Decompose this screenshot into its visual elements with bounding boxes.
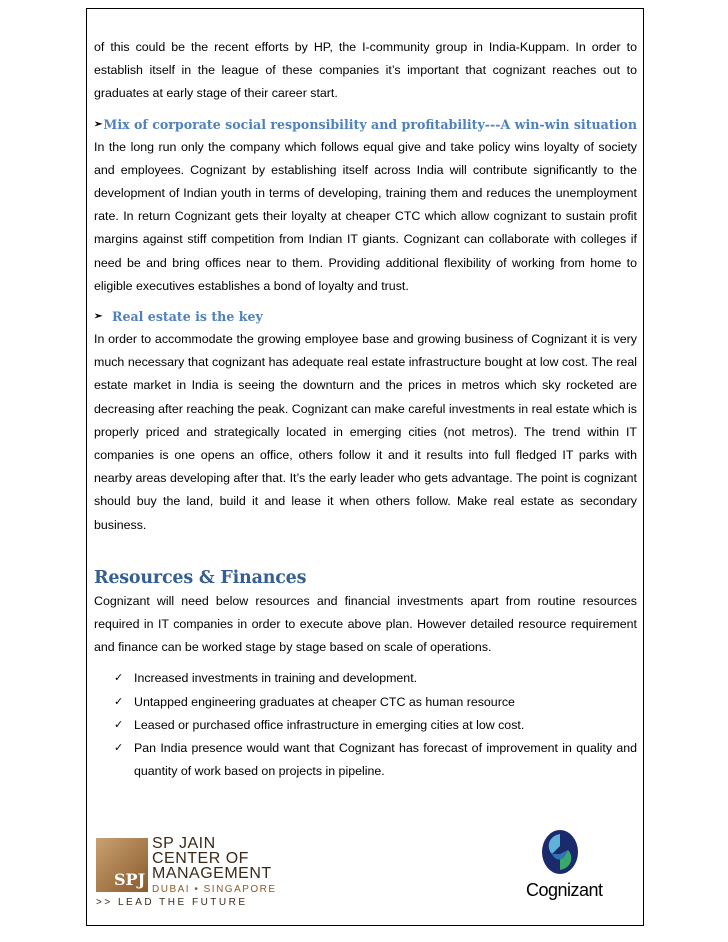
sp-jain-emblem-text: SPJ bbox=[114, 870, 146, 889]
sp-jain-name: SP JAIN bbox=[152, 835, 216, 852]
arrow-bullet-icon: ➢ bbox=[94, 118, 103, 130]
sp-jain-logo bbox=[94, 830, 309, 910]
arrow-bullet-icon: ➢ bbox=[94, 311, 103, 323]
section-body-real-estate: In order to accommodate the growing employee base and growing business of Cognizant it is very much necessary that cognizant has adequate real estate infrastructure bought at low cost. The real estate market in India is seeing the downturn and the prices in metros which sky rocketed are decreasing after reaching the peak. Cognizant can make careful investments in real estate which is properly priced and strategically located in emerging cities (not metros). The trend within IT companies is one opens an office, others follow it and it results into full fledged IT parks with nearby areas developing after that. It’s the early leader who gets advantage. The point is cognizant should buy the land, build it and lease it when others follow. Make real estate as secondary business. bbox=[94, 332, 637, 532]
intro-paragraph: of this could be the recent efforts by HP, the I-community group in India-Kuppam. In order to establish itself in the league of these companies it’s important that cognizant reaches out to graduates at early stage of their career start. bbox=[94, 40, 637, 101]
resources-heading: Resources & Finances bbox=[94, 567, 307, 588]
resources-body: Cognizant will need below resources and financial investments apart from routine resources required in IT companies in order to execute above plan. However detailed resource requirement and finance can be worked stage by stage based on scale of operations. bbox=[94, 593, 637, 655]
section-heading-real-estate-text: Real estate is the key bbox=[112, 309, 263, 325]
cognizant-logo bbox=[526, 828, 626, 908]
cognizant-wordmark: Cognizant bbox=[526, 880, 603, 900]
checkmark-icon: ✓ bbox=[114, 672, 124, 685]
checkmark-icon: ✓ bbox=[114, 742, 124, 755]
sp-jain-tagline: >> LEAD THE FUTURE bbox=[96, 897, 248, 908]
checklist-item: ✓ Leased or purchased office infrastructure in emerging cities at low cost. bbox=[114, 714, 637, 737]
sp-jain-line2: CENTER OF bbox=[152, 850, 249, 867]
cognizant-emblem-icon bbox=[540, 828, 580, 876]
sp-jain-line3: MANAGEMENT bbox=[152, 865, 272, 882]
checklist-item: ✓ Pan India presence would want that Cognizant has forecast of improvement in quality and quantity of work based on projects in pipeline. bbox=[114, 737, 637, 783]
document-body bbox=[94, 36, 637, 783]
checkmark-icon: ✓ bbox=[114, 695, 124, 708]
section-heading-csr bbox=[94, 117, 637, 132]
checkmark-icon: ✓ bbox=[114, 718, 124, 731]
resources-checklist bbox=[94, 667, 637, 783]
section-body-csr: In the long run only the company which follows equal give and take policy wins loyalty of society and employees. Cognizant by establishing itself across India will contribute significantly to the development of Indian youth in terms of developing, training them and reduces the unemployment rate. In return Cognizant gets their loyalty at cheaper CTC which allow cognizant to sustain profit margins against stiff competition from Indian IT giants. Cognizant can collaborate with colleges if need be and bring offices near to them. Providing additional flexibility of working from home to eligible executives establishes a bond of loyalty and trust. bbox=[94, 139, 637, 293]
checklist-item: ✓ Increased investments in training and development. bbox=[114, 667, 637, 690]
sp-jain-locations: DUBAI • SINGAPORE bbox=[152, 884, 277, 895]
checklist-item: ✓ Untapped engineering graduates at cheaper CTC as human resource bbox=[114, 691, 637, 714]
section-heading-csr-text: Mix of corporate social responsibility and profitability---A win-win situation bbox=[103, 116, 637, 132]
section-heading-real-estate bbox=[94, 309, 637, 324]
